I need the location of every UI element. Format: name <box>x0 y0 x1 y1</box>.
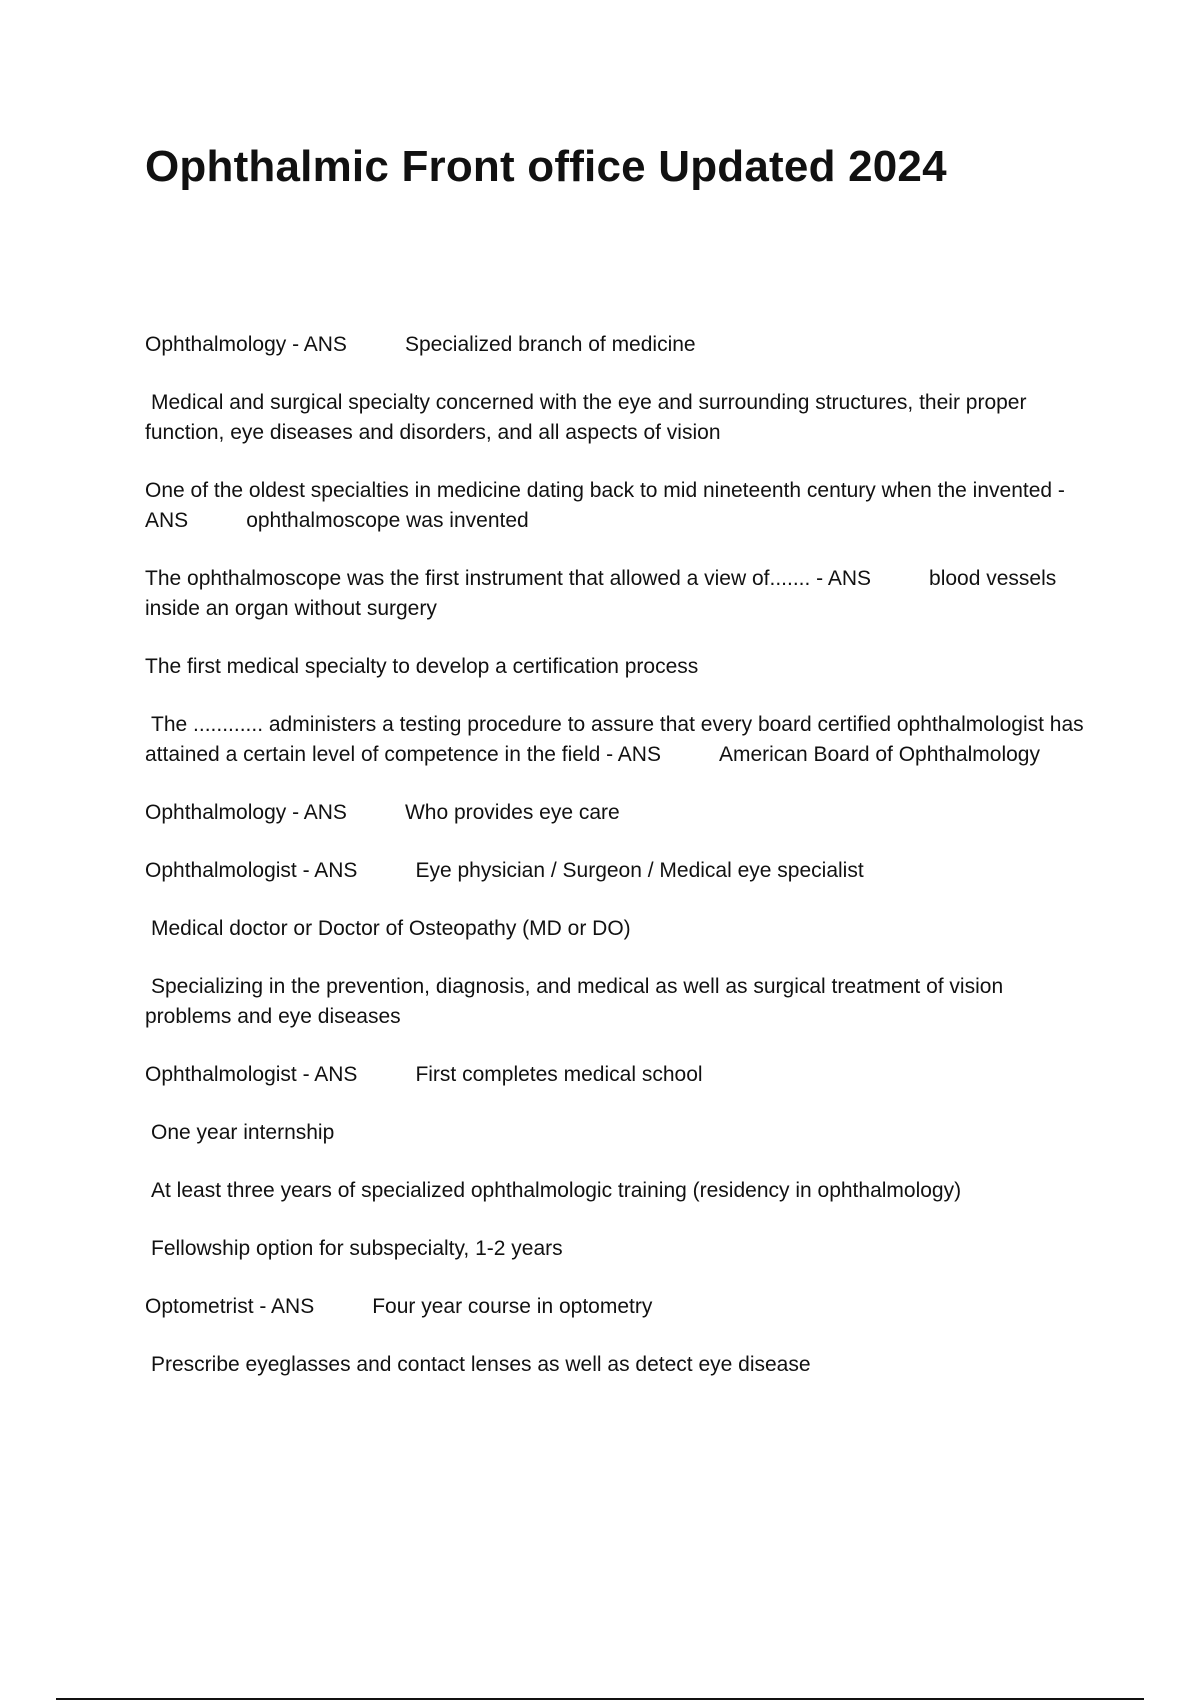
flashcard-note: Medical doctor or Doctor of Osteopathy (MD or DO) <box>151 917 631 940</box>
entry-term: Ophthalmologist - ANS <box>145 859 358 882</box>
entry-term: The ............ administers a testing procedure to assure that every board certified ophthalmologist has attained a certain level of competence in the field - ANS <box>145 713 1084 766</box>
flashcard-note: Prescribe eyeglasses and contact lenses as well as detect eye disease <box>151 1353 811 1376</box>
flashcard-entry <box>145 330 1085 360</box>
entry-term: One of the oldest specialties in medicine dating back to mid nineteenth century when the invented - ANS <box>145 479 1065 532</box>
entry-answer: Eye physician / Surgeon / Medical eye specialist <box>415 859 864 882</box>
flashcard-entry <box>145 476 1085 536</box>
entry-term: Ophthalmologist - ANS <box>145 1063 358 1086</box>
flashcard-note: Medical and surgical specialty concerned with the eye and surrounding structures, their proper function, eye diseases and disorders, and all aspects of vision <box>145 391 1027 444</box>
entry-term: Optometrist - ANS <box>145 1295 315 1318</box>
entry-answer: American Board of Ophthalmology <box>718 743 1040 766</box>
flashcard-entry <box>145 1060 1085 1090</box>
entry-term: Ophthalmology - ANS <box>145 801 347 824</box>
entry-answer: blood vessels inside an organ without surgery <box>145 567 1057 620</box>
document-body <box>145 330 1085 1408</box>
flashcard-note: Specializing in the prevention, diagnosis, and medical as well as surgical treatment of vision problems and eye diseases <box>145 975 1004 1028</box>
flashcard-entry <box>145 798 1085 828</box>
entry-answer: Specialized branch of medicine <box>404 333 696 356</box>
entry-term: Ophthalmology - ANS <box>145 333 347 356</box>
entry-answer: Who provides eye care <box>404 801 620 824</box>
flashcard-note: Fellowship option for subspecialty, 1-2 years <box>151 1237 563 1260</box>
entry-answer: First completes medical school <box>415 1063 703 1086</box>
entry-answer: Four year course in optometry <box>372 1295 653 1318</box>
entry-answer: ophthalmoscope was invented <box>246 509 529 532</box>
entry-term: The ophthalmoscope was the first instrument that allowed a view of....... - ANS <box>145 567 872 590</box>
flashcard-entry <box>145 856 1085 886</box>
flashcard-note: At least three years of specialized ophthalmologic training (residency in ophthalmology) <box>151 1179 962 1202</box>
flashcard-note: The first medical specialty to develop a certification process <box>145 655 699 678</box>
flashcard-entry <box>145 564 1085 624</box>
page-title: Ophthalmic Front office Updated 2024 <box>145 142 947 191</box>
flashcard-entry <box>145 710 1085 770</box>
flashcard-note: One year internship <box>151 1121 335 1144</box>
flashcard-entry <box>145 1292 1085 1322</box>
